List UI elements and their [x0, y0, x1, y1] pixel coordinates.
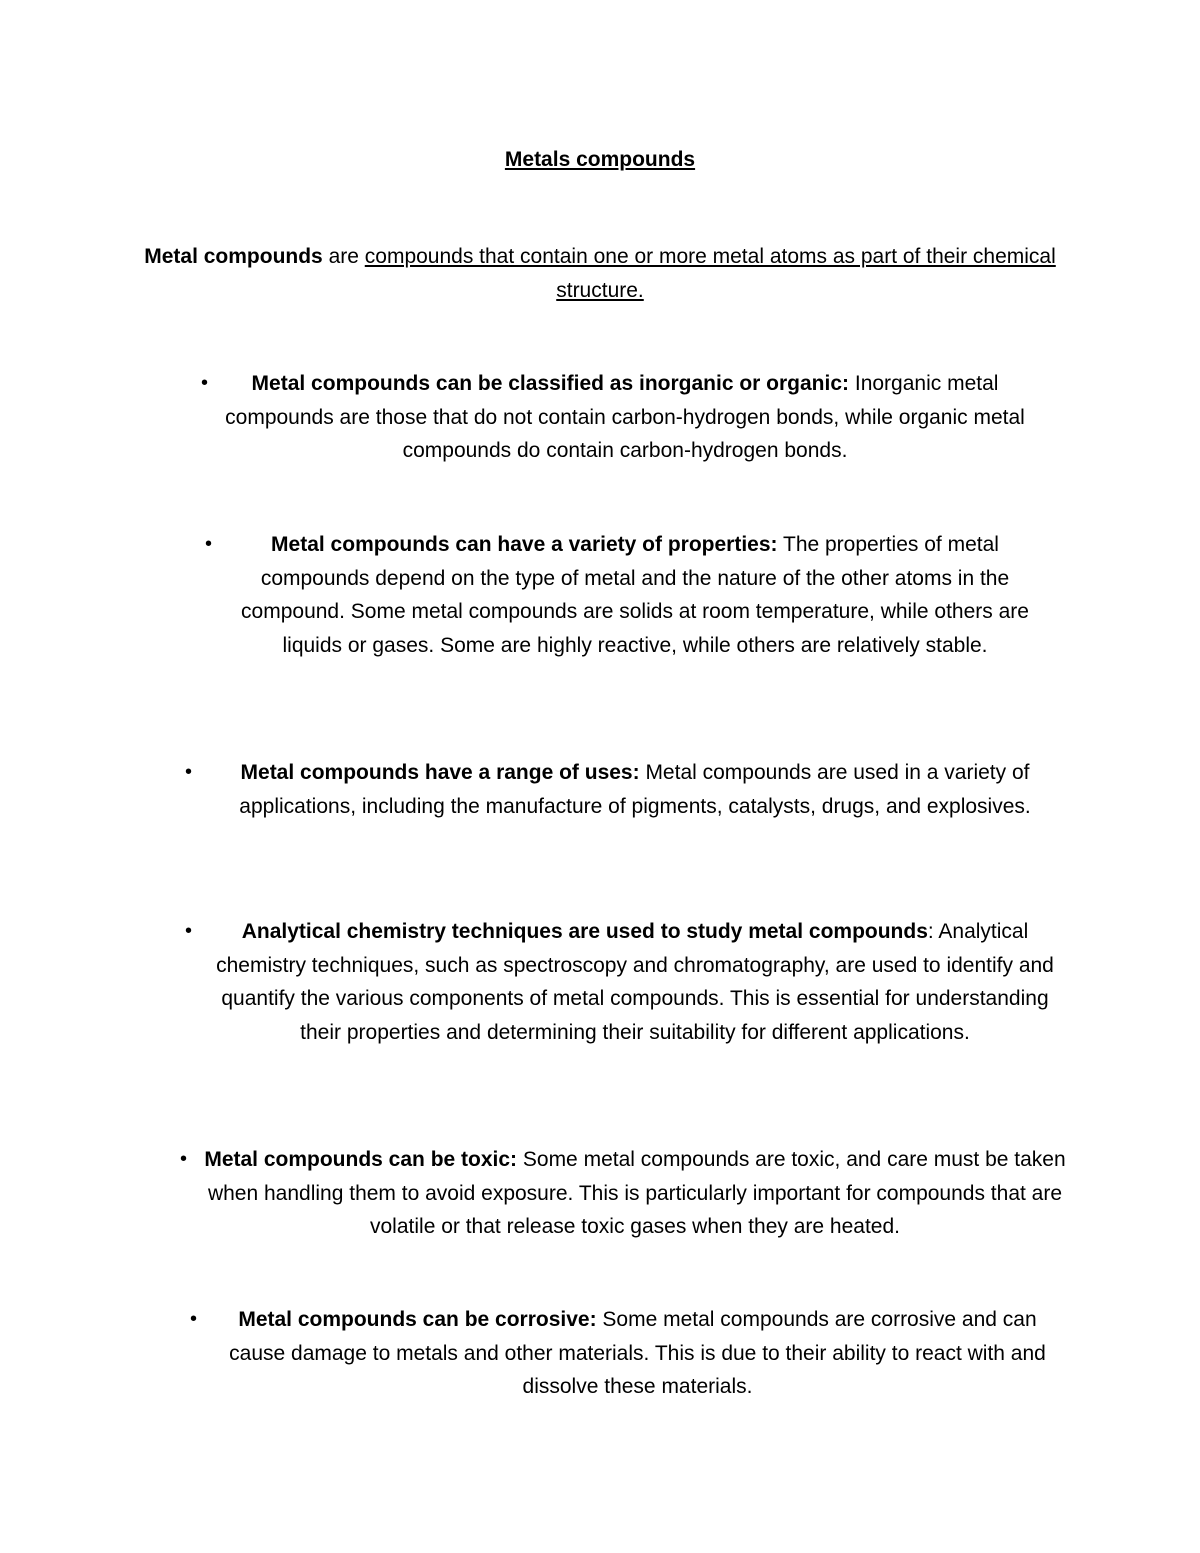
bullet-heading: Metal compounds can be toxic:	[204, 1148, 518, 1171]
bullet-text: Inorganic metal compounds are those that do not contain carbon-hydrogen bonds, while organic metal compounds do contain carbon-hydrogen bonds.	[225, 372, 1025, 462]
bullet-item	[185, 756, 1060, 823]
bullet-item	[180, 1143, 1070, 1244]
bullet-dot-icon: •	[201, 372, 209, 394]
bullet-dot-icon: •	[190, 1308, 198, 1330]
bullet-item	[185, 915, 1065, 1049]
bullet-heading: Metal compounds can have a variety of properties:	[271, 533, 778, 556]
bullet-item	[190, 1303, 1060, 1404]
intro-term: Metal compounds	[144, 245, 323, 268]
bullet-item	[201, 367, 1045, 468]
bullet-text: : Analytical chemistry techniques, such as spectroscopy and chromatography, are used to identify and quantify the various components of metal compounds. This is essential for understanding their properties and determining their suitability for different applications.	[216, 920, 1054, 1044]
page-title: Metals compounds	[504, 148, 696, 171]
intro-definition: compounds that contain one or more metal atoms as part of their chemical structure.	[364, 245, 1056, 302]
bullet-item	[205, 528, 1055, 662]
bullet-text: Some metal compounds are toxic, and care must be taken when handling them to avoid exposure. This is particularly important for compounds that are volatile or that release toxic gases when they are heated.	[207, 1148, 1066, 1238]
bullet-heading: Analytical chemistry techniques are used to study metal compounds	[241, 920, 928, 943]
bullet-dot-icon: •	[180, 1148, 188, 1170]
bullet-dot-icon: •	[185, 920, 193, 942]
bullet-heading: Metal compounds can be corrosive:	[238, 1308, 597, 1331]
bullet-dot-icon: •	[185, 761, 193, 783]
bullet-text: The properties of metal compounds depend on the type of metal and the nature of the other atoms in the compound. Some metal compounds are solids at room temperature, while others are liquids or gases. Some are highly reactive, while others are relatively stable.	[241, 533, 1029, 657]
bullet-text: Some metal compounds are corrosive and can cause damage to metals and other materials. This is due to their ability to react with and dissolve these materials.	[229, 1308, 1046, 1398]
intro-connector: are	[322, 245, 365, 268]
bullet-text: Metal compounds are used in a variety of applications, including the manufacture of pigments, catalysts, drugs, and explosives.	[239, 761, 1031, 818]
intro-paragraph	[140, 240, 1060, 308]
bullet-heading: Metal compounds can be classified as inorganic or organic:	[251, 372, 850, 395]
bullet-dot-icon: •	[205, 533, 213, 555]
bullet-heading: Metal compounds have a range of uses:	[240, 761, 640, 784]
